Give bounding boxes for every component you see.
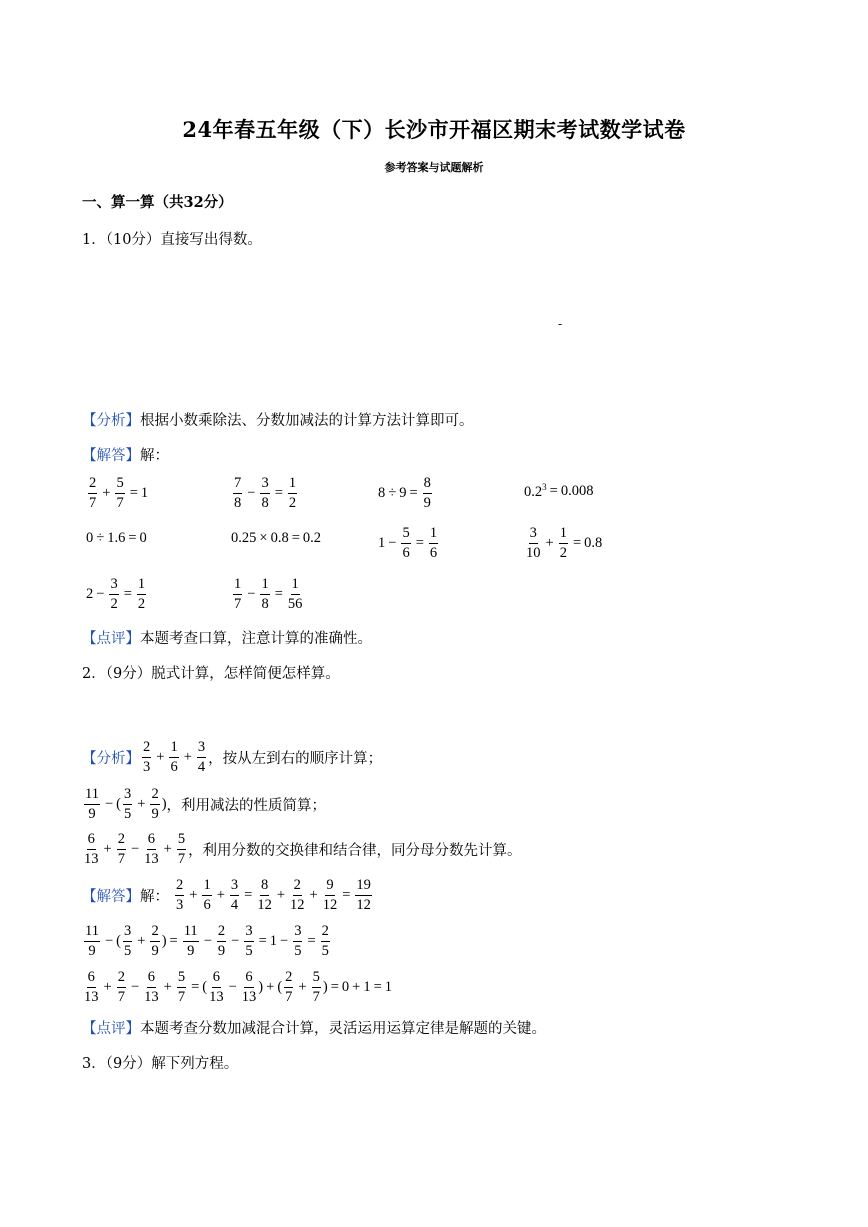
q1-review	[82, 627, 372, 648]
q1-item-7: 1 − $\frac{5}{6}$ = $\frac{1}{6}$	[378, 525, 438, 561]
q2-analysis-2	[82, 787, 326, 821]
q2-answer-1	[82, 878, 374, 912]
solution-1: 2 3 + $\frac{1}{6}$ + $\frac{3}{4}$ = $\frac{8}{12}$ + $\frac{2}{12}$ + $\frac{9}{12}$ = $\frac{19}{12}$	[176, 877, 371, 913]
q2-review	[82, 1017, 546, 1038]
q1-item-6: 0.25 × 0.8 = 0.2	[231, 530, 321, 546]
answer-text: 解：	[140, 448, 169, 464]
expr-1: 2 3 + $\frac{1}{6}$ + $\frac{3}{4}$	[143, 739, 206, 775]
q1-item-8: 3 10 + $\frac{1}{2}$ = 0.8	[526, 525, 603, 561]
q1-item-5: 0 ÷ 1.6 = 0	[86, 530, 147, 546]
analysis-text-3: ，利用分数的交换律和结合律，同分母分数先计算。	[188, 842, 522, 859]
q2-analysis-3	[82, 832, 522, 866]
review-text: 本题考查口算，注意计算的准确性。	[140, 631, 372, 647]
question-2-stem: 2．（9分）脱式计算，怎样简便怎样算。	[82, 666, 340, 682]
answer-tag: 【解答】	[82, 888, 140, 905]
q1-analysis	[82, 409, 474, 430]
question-1-stem: 1．（10分）直接写出得数。	[82, 232, 262, 248]
analysis-text: 根据小数乘除法、分数加减法的计算方法计算即可。	[140, 413, 474, 429]
analysis-text-2: ，利用减法的性质简算；	[166, 797, 327, 814]
q1-item-10: 1 7 − $\frac{1}{8}$ = $\frac{1}{56}$	[234, 576, 303, 612]
review-tag: 【点评】	[82, 631, 140, 647]
answer-tag: 【解答】	[82, 448, 140, 464]
review-text: 本题考查分数加减混合计算，灵活运用运算定律是解题的关键。	[140, 1021, 546, 1037]
expr-3: 6 13 + $\frac{2}{7}$ − $\frac{6}{13}$ + $\frac{5}{7}$	[84, 831, 186, 867]
analysis-tag: 【分析】	[82, 413, 140, 429]
page-title: 24年春五年级（下）长沙市开福区期末考试数学试卷	[182, 117, 686, 142]
q2-analysis-1	[82, 740, 382, 774]
solution-2: 11 9 − ( 3 5 + $\frac{2}{9}$ ) = $\frac{11}{9}$ − $\frac{2}{9}$ − $\frac{3}{5}$ = 1 − $\frac{3}{5}$ = $\frac{2}{5}$	[85, 923, 329, 959]
solution-3: 6 13 + $\frac{2}{7}$ − $\frac{6}{13}$ + $\frac{5}{7}$ = ( 6 13 − $\frac{6}{13}$ ) + ( 2 7 + $\frac{5}{7}$ ) = 0 + 1 = 1	[84, 969, 392, 1005]
expr-2: 11 9 − ( 3 5 + $\frac{2}{9}$ )	[85, 786, 167, 822]
analysis-text-1: ，按从左到右的顺序计算；	[208, 750, 383, 767]
q1-item-4: $0.2^3$ = 0.008	[524, 482, 594, 500]
answer-text: 解：	[140, 888, 169, 905]
page-subtitle: 参考答案与试题解析	[384, 161, 484, 174]
q1-answer	[82, 444, 169, 465]
q1-item-3: 8 ÷ 9 = $\frac{8}{9}$	[378, 475, 431, 511]
q1-item-9: 2 − $\frac{3}{2}$ = $\frac{1}{2}$	[86, 576, 146, 612]
q1-item-1: 2 7 + $\frac{5}{7}$ = 1	[89, 475, 149, 511]
review-tag: 【点评】	[82, 1021, 140, 1037]
stray-dash: -	[558, 317, 563, 331]
analysis-tag: 【分析】	[82, 750, 140, 767]
question-3-stem: 3．（9分）解下列方程。	[82, 1056, 239, 1072]
section-heading: 一、算一算（共32分）	[82, 194, 233, 211]
q1-item-2: 7 8 − $\frac{3}{8}$ = $\frac{1}{2}$	[234, 475, 297, 511]
